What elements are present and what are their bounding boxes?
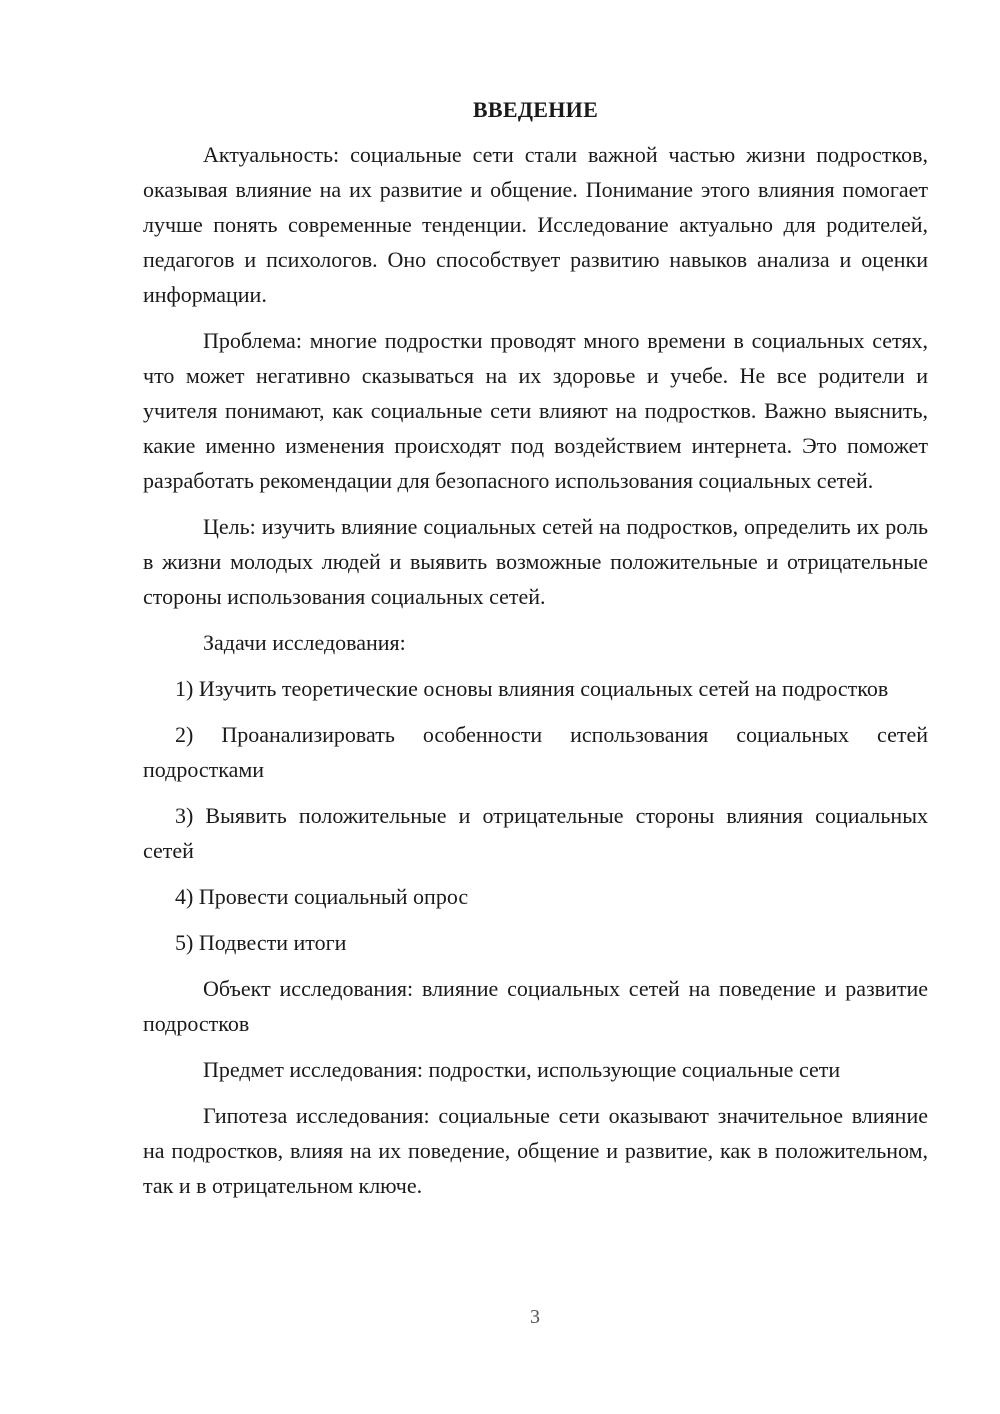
object-paragraph: Объект исследования: влияние социальных сетей на поведение и развитие подростков bbox=[143, 976, 928, 1036]
relevance-paragraph: Актуальность: социальные сети стали важной частью жизни подростков, оказывая влияние на их развитие и общение. Понимание этого влияния помогает лучше понять современные тенденции. Исследование актуально для родителей, педагогов и психологов. Оно способствует развитию навыков анализа и оценки информации. bbox=[143, 142, 928, 307]
task-item-1: 1) Изучить теоретические основы влияния социальных сетей на подростков bbox=[175, 676, 889, 701]
task-item-2: 2) Проанализировать особенности использования социальных сетей подростками bbox=[143, 722, 928, 782]
problem-paragraph: Проблема: многие подростки проводят много времени в социальных сетях, что может негативно сказываться на их здоровье и учебе. Не все родители и учителя понимают, как социальные сети влияют на подростков. Важно выяснить, какие именно изменения происходят под воздействием интернета. Это поможет разработать рекомендации для безопасного использования социальных сетей. bbox=[143, 328, 928, 493]
page-number: 3 bbox=[530, 1306, 540, 1328]
document-page bbox=[143, 92, 928, 1203]
subject-paragraph: Предмет исследования: подростки, использующие социальные сети bbox=[203, 1057, 841, 1082]
task-item-5: 5) Подвести итоги bbox=[175, 930, 347, 955]
goal-paragraph: Цель: изучить влияние социальных сетей на подростков, определить их роль в жизни молодых людей и выявить возможные положительные и отрицательные стороны использования социальных сетей. bbox=[143, 514, 928, 609]
page-title: ВВЕДЕНИЕ bbox=[472, 97, 599, 122]
tasks-heading: Задачи исследования: bbox=[203, 630, 406, 655]
hypothesis-paragraph: Гипотеза исследования: социальные сети оказывают значительное влияние на подростков, влияя на их поведение, общение и развитие, как в положительном, так и в отрицательном ключе. bbox=[143, 1103, 928, 1198]
task-item-4: 4) Провести социальный опрос bbox=[175, 884, 469, 909]
task-item-3: 3) Выявить положительные и отрицательные стороны влияния социальных сетей bbox=[143, 803, 928, 863]
